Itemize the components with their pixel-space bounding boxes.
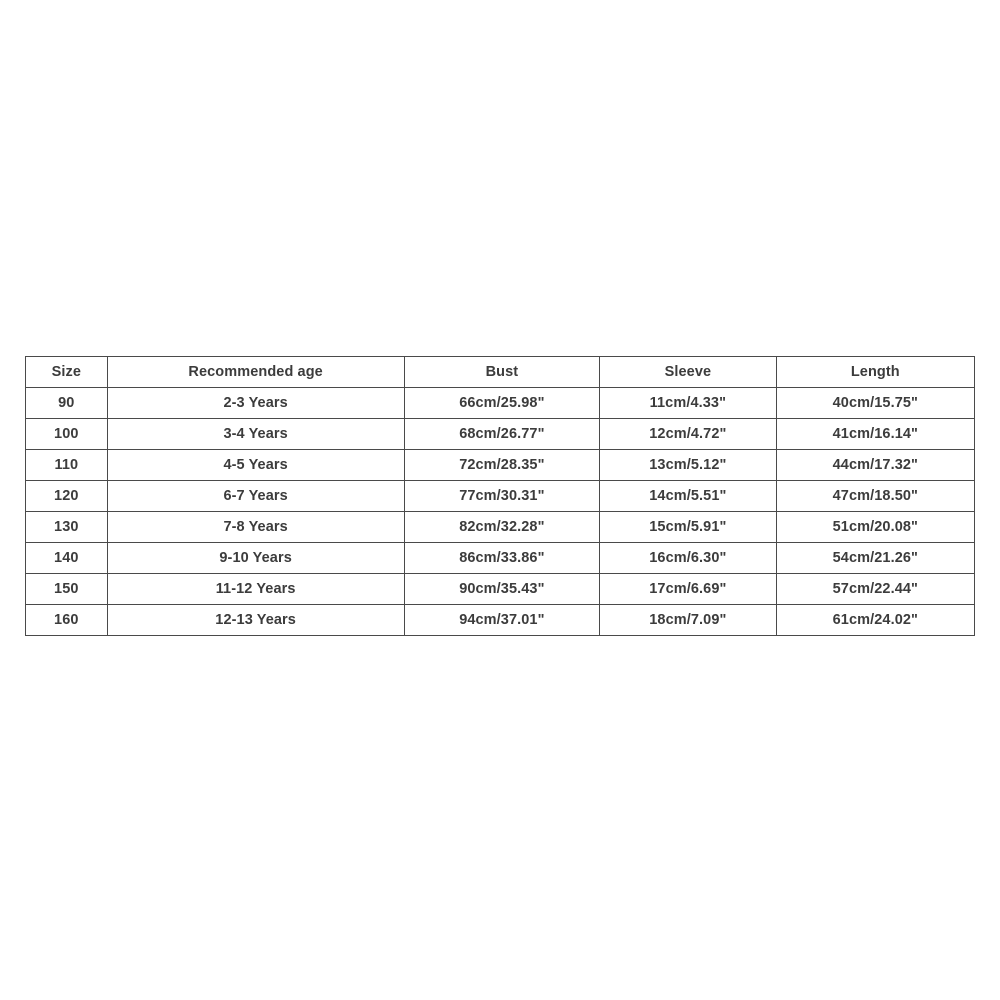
cell-size: 110 xyxy=(26,450,108,481)
table-row xyxy=(26,450,975,481)
column-header-bust: Bust xyxy=(404,357,599,388)
cell-age: 12-13 Years xyxy=(107,605,404,636)
cell-bust: 66cm/25.98" xyxy=(404,388,599,419)
cell-sleeve: 16cm/6.30" xyxy=(600,543,777,574)
size-chart-table xyxy=(25,356,975,636)
cell-length: 51cm/20.08" xyxy=(776,512,974,543)
column-header-sleeve: Sleeve xyxy=(600,357,777,388)
cell-bust: 68cm/26.77" xyxy=(404,419,599,450)
cell-bust: 94cm/37.01" xyxy=(404,605,599,636)
column-header-length: Length xyxy=(776,357,974,388)
cell-size: 120 xyxy=(26,481,108,512)
cell-bust: 86cm/33.86" xyxy=(404,543,599,574)
cell-length: 57cm/22.44" xyxy=(776,574,974,605)
cell-age: 11-12 Years xyxy=(107,574,404,605)
cell-age: 9-10 Years xyxy=(107,543,404,574)
table-row xyxy=(26,388,975,419)
cell-sleeve: 18cm/7.09" xyxy=(600,605,777,636)
column-header-age: Recommended age xyxy=(107,357,404,388)
cell-size: 90 xyxy=(26,388,108,419)
cell-bust: 90cm/35.43" xyxy=(404,574,599,605)
cell-sleeve: 17cm/6.69" xyxy=(600,574,777,605)
cell-bust: 82cm/32.28" xyxy=(404,512,599,543)
cell-length: 61cm/24.02" xyxy=(776,605,974,636)
cell-length: 54cm/21.26" xyxy=(776,543,974,574)
table-row xyxy=(26,419,975,450)
size-chart-container xyxy=(25,356,975,636)
cell-size: 160 xyxy=(26,605,108,636)
cell-size: 130 xyxy=(26,512,108,543)
cell-sleeve: 15cm/5.91" xyxy=(600,512,777,543)
table-row xyxy=(26,574,975,605)
cell-size: 150 xyxy=(26,574,108,605)
cell-sleeve: 12cm/4.72" xyxy=(600,419,777,450)
cell-age: 3-4 Years xyxy=(107,419,404,450)
header-row xyxy=(26,357,975,388)
cell-size: 140 xyxy=(26,543,108,574)
cell-sleeve: 13cm/5.12" xyxy=(600,450,777,481)
cell-age: 6-7 Years xyxy=(107,481,404,512)
table-row xyxy=(26,481,975,512)
cell-length: 41cm/16.14" xyxy=(776,419,974,450)
table-row xyxy=(26,512,975,543)
cell-length: 40cm/15.75" xyxy=(776,388,974,419)
table-row xyxy=(26,605,975,636)
cell-sleeve: 11cm/4.33" xyxy=(600,388,777,419)
cell-age: 2-3 Years xyxy=(107,388,404,419)
cell-age: 7-8 Years xyxy=(107,512,404,543)
table-row xyxy=(26,543,975,574)
cell-length: 44cm/17.32" xyxy=(776,450,974,481)
cell-length: 47cm/18.50" xyxy=(776,481,974,512)
cell-bust: 77cm/30.31" xyxy=(404,481,599,512)
cell-bust: 72cm/28.35" xyxy=(404,450,599,481)
cell-sleeve: 14cm/5.51" xyxy=(600,481,777,512)
cell-size: 100 xyxy=(26,419,108,450)
column-header-size: Size xyxy=(26,357,108,388)
cell-age: 4-5 Years xyxy=(107,450,404,481)
